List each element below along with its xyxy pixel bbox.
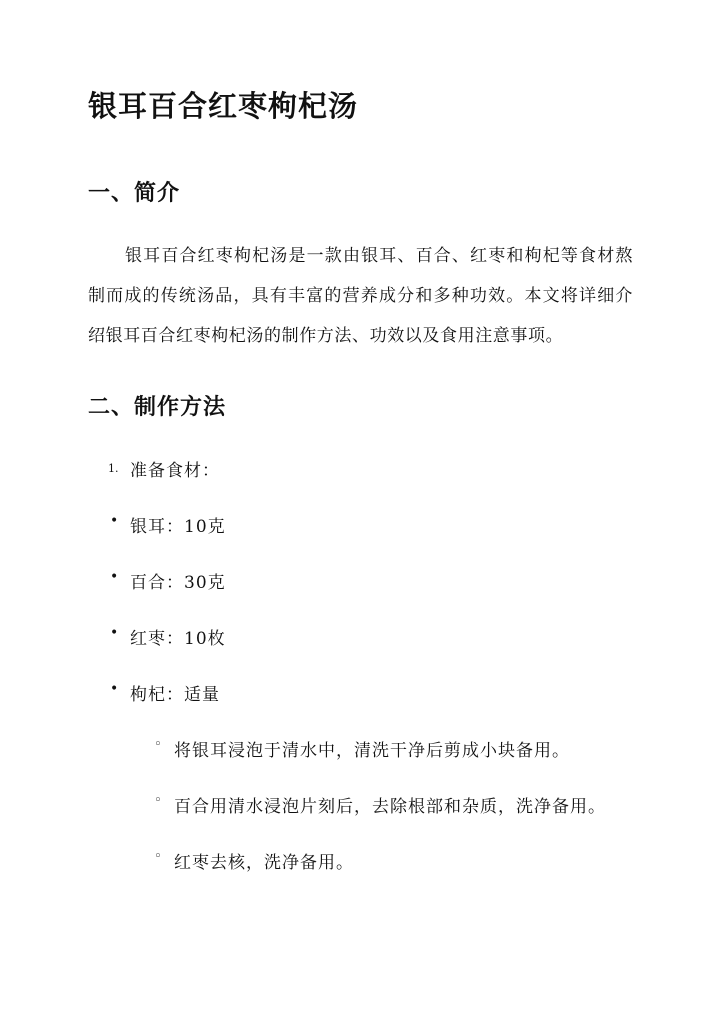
ingredient-item: 枸杞：适量 [130,685,220,705]
sub-step-item: 将银耳浸泡于清水中，清洗干净后剪成小块备用。 [174,741,570,761]
bullet-marker: • [110,513,119,529]
ordered-list-item: 准备食材： [130,461,220,481]
bullet-marker: • [110,625,119,641]
bullet-marker: • [110,569,119,585]
sub-step-item: 百合用清水浸泡片刻后，去除根部和杂质，洗净备用。 [174,797,606,817]
ingredient-item: 银耳：10克 [130,517,226,537]
sub-list-marker: ◦ [154,737,162,752]
bullet-marker: • [110,681,119,697]
sub-step-item: 红枣去核，洗净备用。 [174,853,354,873]
sub-list-marker: ◦ [154,849,162,864]
section-heading-intro: 一、简介 [88,180,181,206]
document-title: 银耳百合红枣枸杞汤 [88,89,359,123]
ingredient-item: 百合：30克 [130,573,226,593]
ordered-list-marker: 1. [108,462,119,475]
intro-paragraph: 银耳百合红枣枸杞汤是一款由银耳、百合、红枣和枸杞等食材熬制而成的传统汤品，具有丰富的营养成分和多种功效。本文将详细介绍银耳百合红枣枸杞汤的制作方法、功效以及食用注意事项。 [88,246,633,346]
section-heading-method: 二、制作方法 [88,394,227,420]
sub-list-marker: ◦ [154,793,162,808]
ingredient-item: 红枣：10枚 [130,629,226,649]
